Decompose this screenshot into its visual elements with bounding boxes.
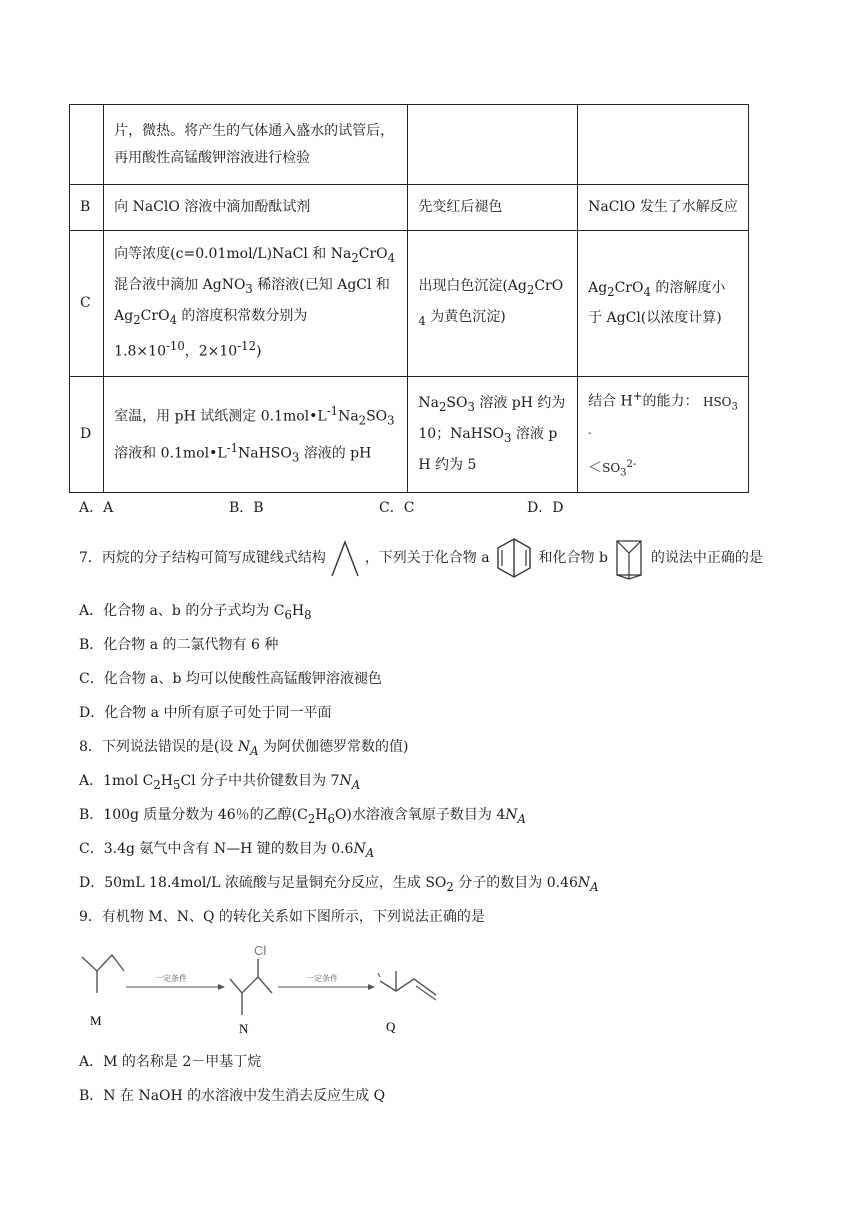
- molecule-n-icon: [230, 959, 272, 1015]
- label-m: M: [90, 1013, 102, 1028]
- condition-1: 一定条件: [155, 974, 187, 983]
- arrow-1-head: [218, 984, 225, 990]
- label-q: Q: [386, 1019, 396, 1034]
- conclusion-cell: NaClO 发生了水解反应: [578, 185, 749, 231]
- option-cell: D: [70, 377, 104, 493]
- choice-c: C．C: [379, 500, 415, 516]
- compound-b-structure-icon: [612, 535, 646, 581]
- q8-option-d: D．50mL 18.4mol/L 浓硫酸与足量铜充分反应，生成 $SO_2$ 分子的数目为 $0.46N_A$: [79, 875, 599, 894]
- experiment-table: [69, 104, 749, 493]
- conclusion-cell: 结合 H+的能力： $HSO_3^-$ $<SO_3^{2-}$: [578, 377, 749, 493]
- choice-b: B．B: [229, 500, 264, 516]
- experiment-cell: 片，微热。将产生的气体通入盛水的试管后，再用酸性高锰酸钾溶液进行检验: [104, 105, 408, 185]
- phenomenon-cell: $Na_2SO_3$ 溶液 pH 约为 10；NaHSO$_3$ 溶液 pH 约为 5: [408, 377, 578, 493]
- option-cell: C: [70, 231, 104, 377]
- phenomenon-cell: 先变红后褪色: [408, 185, 578, 231]
- experiment-cell: 向 NaClO 溶液中滴加酚酞试剂: [104, 185, 408, 231]
- experiment-cell: 向等浓度(c=0.01mol/L)NaCl 和 $Na_2CrO_4$混合液中滴加 AgNO$_3$ 稀溶液(已知 AgCl 和 $Ag_2CrO_4$ 的溶度积常数分别为 $1.8\times 10^{-10}$，$2\times 10^{-12}$): [104, 231, 408, 377]
- q7-stem: 7．丙烷的分子结构可简写成键线式结构 ，下列关于化合物 a 和化合物 b 的说法中正确的是: [79, 535, 763, 581]
- option-cell: B: [70, 185, 104, 231]
- molecule-m-icon: [82, 955, 124, 993]
- experiment-cell: 室温，用 pH 试纸测定 $0.1mol•L^{-1}Na_2SO_3$ 溶液和 $0.1mol•L^{-1}NaHSO_3$ 溶液的 pH: [104, 377, 408, 493]
- arrow-2-head: [368, 984, 375, 990]
- table-row: [70, 105, 749, 185]
- q9-option-b: B．N 在 NaOH 的水溶液中发生消去反应生成 Q: [79, 1088, 386, 1104]
- q7-option-c: C．化合物 a、b 均可以使酸性高锰酸钾溶液褪色: [79, 671, 382, 687]
- q7-option-d: D．化合物 a 中所有原子可处于同一平面: [79, 705, 332, 721]
- table-row: [70, 185, 749, 231]
- propane-skeletal-icon: [330, 538, 360, 578]
- q8-option-a: A．1mol $C_2H_5Cl$ 分子中共价键数目为 $7N_A$: [79, 773, 361, 792]
- q8-option-c: C．3.4g 氨气中含有 N—H 键的数目为 $0.6N_A$: [79, 841, 375, 860]
- reaction-scheme: [80, 935, 450, 1035]
- q7-option-b: B．化合物 a 的二氯代物有 6 种: [79, 637, 279, 653]
- choice-d: D．D: [527, 500, 564, 516]
- q7-option-a: A．化合物 a、b 的分子式均为 $C_6H_8$: [79, 603, 312, 622]
- option-cell: [70, 105, 104, 185]
- phenomenon-cell: 出现白色沉淀($Ag_2CrO_4$ 为黄色沉淀): [408, 231, 578, 377]
- q8-option-b: B．100g 质量分数为 46％的乙醇$(C_2H_6O)$水溶液含氧原子数目为 $4N_A$: [79, 807, 526, 826]
- phenomenon-cell: [408, 105, 578, 185]
- choice-a: A．A: [79, 500, 114, 516]
- q8-stem: 8．下列说法错误的是(设 $N_A$ 为阿伏伽德罗常数的值): [79, 739, 409, 758]
- conclusion-cell: $Ag_2CrO_4$ 的溶解度小于 AgCl(以浓度计算): [578, 231, 749, 377]
- label-n: N: [239, 1021, 249, 1035]
- molecule-q-icon: [378, 971, 436, 1000]
- conclusion-cell: [578, 105, 749, 185]
- label-cl: Cl: [254, 943, 267, 958]
- condition-2: 一定条件: [306, 974, 338, 983]
- compound-a-structure-icon: [494, 536, 534, 580]
- q9-option-a: A．M 的名称是 2－甲基丁烷: [79, 1054, 262, 1070]
- table-row: [70, 377, 749, 493]
- table-row: [70, 231, 749, 377]
- q9-stem: 9．有机物 M、N、Q 的转化关系如下图所示，下列说法正确的是: [79, 909, 485, 925]
